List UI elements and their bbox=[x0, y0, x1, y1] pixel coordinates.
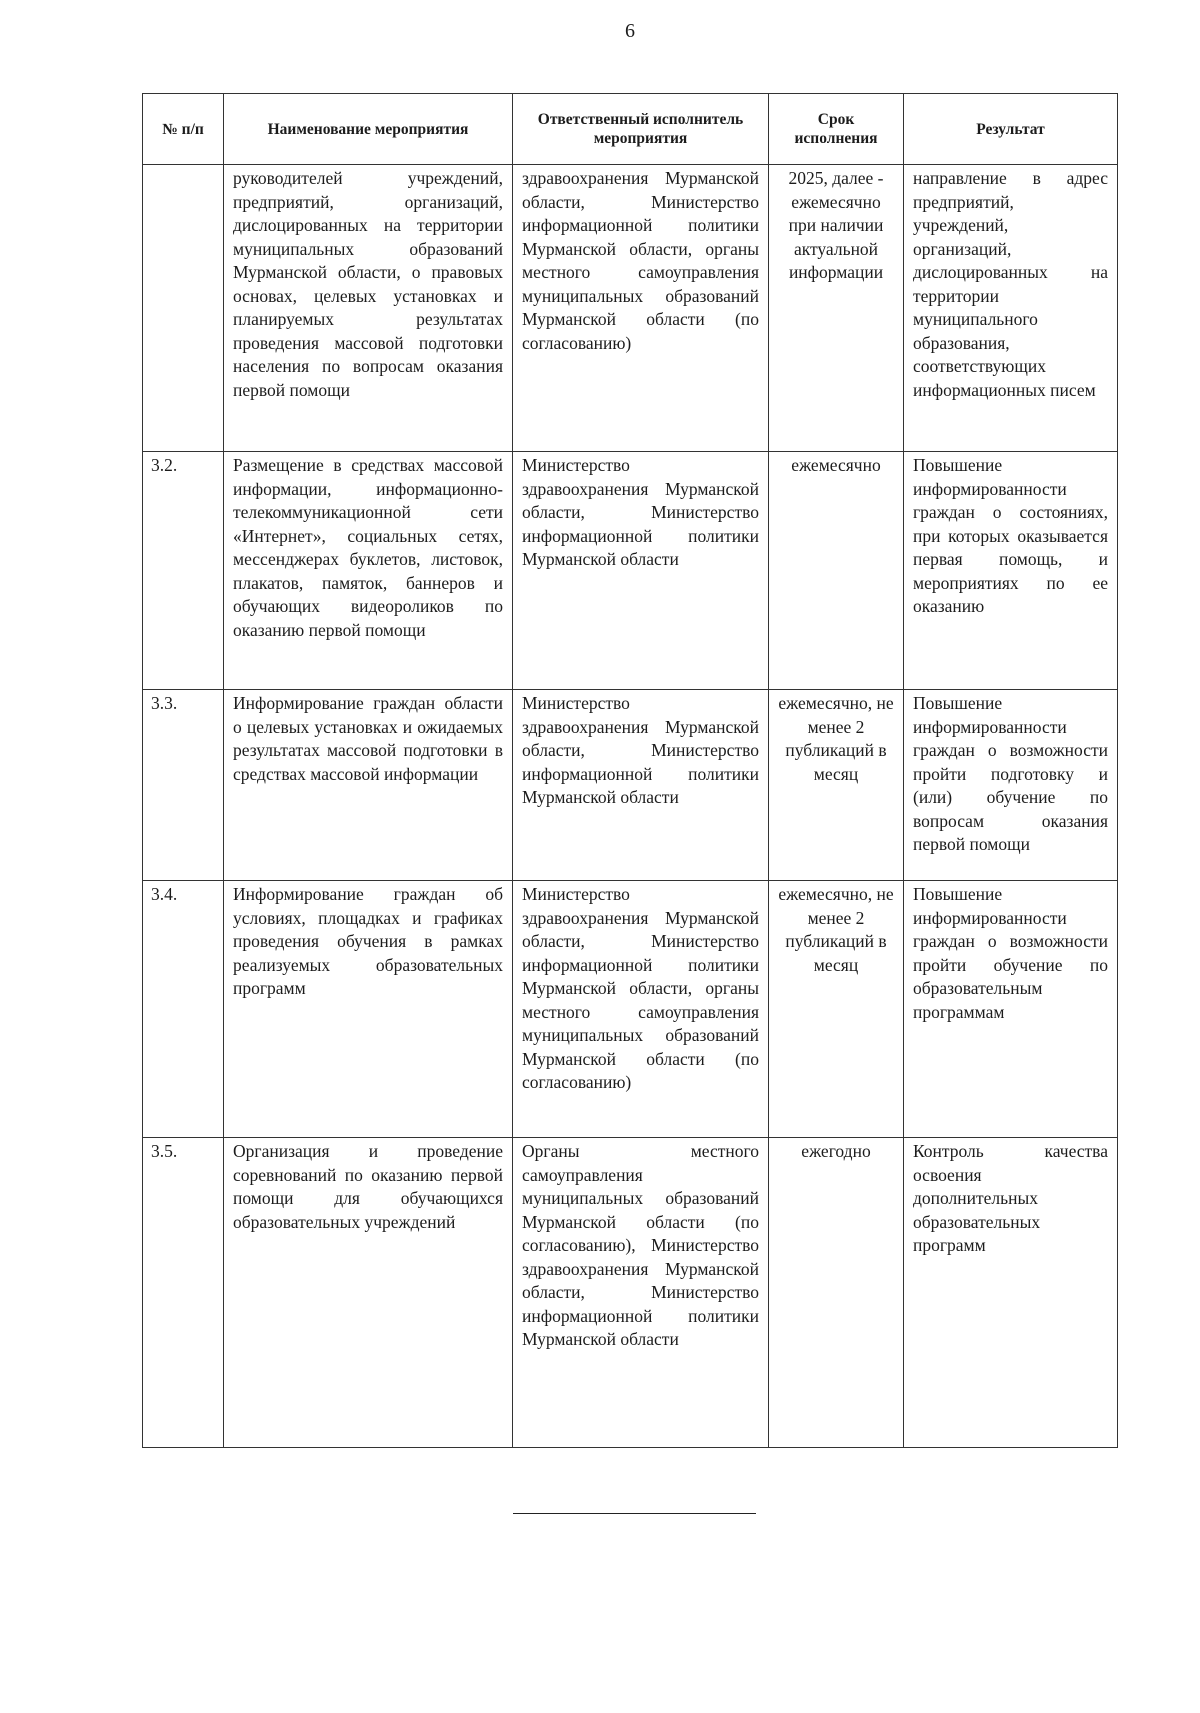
closing-line bbox=[513, 1513, 756, 1514]
header-term: Срок исполнения bbox=[769, 94, 904, 165]
header-result: Результат bbox=[904, 94, 1118, 165]
table-row bbox=[143, 165, 1118, 452]
activities-table bbox=[142, 93, 1118, 1448]
table-row bbox=[143, 881, 1118, 1138]
row-num: 3.4. bbox=[143, 881, 224, 1138]
row-result: Повышение информированности граждан о возможности пройти подготовку и (или) обучение по вопросам оказания первой помощи bbox=[904, 690, 1118, 881]
row-name: Информирование граждан об условиях, площадках и графиках проведения обучения в рамках реализуемых образовательных программ bbox=[224, 881, 513, 1138]
row-responsible: Органы местного самоуправления муниципальных образований Мурманской области (по согласованию), Министерство здравоохранения Мурманской области, Министерство информационной политики Мурманской области bbox=[513, 1138, 769, 1448]
row-result: Контроль качества освоения дополнительных образовательных программ bbox=[904, 1138, 1118, 1448]
row-result: Повышение информированности граждан о состояниях, при которых оказывается первая помощь, и мероприятиях по ее оказанию bbox=[904, 452, 1118, 690]
row-num: 3.5. bbox=[143, 1138, 224, 1448]
table-row bbox=[143, 452, 1118, 690]
row-term: ежемесячно, не менее 2 публикаций в месяц bbox=[769, 690, 904, 881]
row-name: руководителей учреждений, предприятий, организаций, дислоцированных на территории муниципальных образований Мурманской области, о правовых основах, целевых установках и планируемых результатах проведения массовой подготовки населения по вопросам оказания первой помощи bbox=[224, 165, 513, 452]
row-result: направление в адрес предприятий, учреждений, организаций, дислоцированных на территории муниципального образования, соответствующих информационных писем bbox=[904, 165, 1118, 452]
row-term: ежемесячно bbox=[769, 452, 904, 690]
row-num: 3.3. bbox=[143, 690, 224, 881]
row-term: ежегодно bbox=[769, 1138, 904, 1448]
row-responsible: Министерство здравоохранения Мурманской области, Министерство информационной политики Мурманской области bbox=[513, 690, 769, 881]
row-name: Размещение в средствах массовой информации, информационно-телекоммуникационной сети «Интернет», социальных сетях, мессенджерах буклетов, листовок, плакатов, памяток, баннеров и обучающих видеороликов по оказанию первой помощи bbox=[224, 452, 513, 690]
row-num: 3.2. bbox=[143, 452, 224, 690]
row-term: ежемесячно, не менее 2 публикаций в месяц bbox=[769, 881, 904, 1138]
table-header-row bbox=[143, 94, 1118, 165]
table-row bbox=[143, 1138, 1118, 1448]
header-num: № п/п bbox=[143, 94, 224, 165]
row-result: Повышение информированности граждан о возможности пройти обучение по образовательным программам bbox=[904, 881, 1118, 1138]
row-responsible: здравоохранения Мурманской области, Министерство информационной политики Мурманской области, органы местного самоуправления муниципальных образований Мурманской области (по согласованию) bbox=[513, 165, 769, 452]
header-name: Наименование мероприятия bbox=[224, 94, 513, 165]
row-num bbox=[143, 165, 224, 452]
row-name: Организация и проведение соревнований по оказанию первой помощи для обучающихся образовательных учреждений bbox=[224, 1138, 513, 1448]
row-name: Информирование граждан области о целевых установках и ожидаемых результатах массовой подготовки в средствах массовой информации bbox=[224, 690, 513, 881]
row-responsible: Министерство здравоохранения Мурманской области, Министерство информационной политики Мурманской области bbox=[513, 452, 769, 690]
table-row bbox=[143, 690, 1118, 881]
header-responsible: Ответственный исполнитель мероприятия bbox=[513, 94, 769, 165]
page-number: 6 bbox=[625, 20, 635, 42]
row-responsible: Министерство здравоохранения Мурманской области, Министерство информационной политики Мурманской области, органы местного самоуправления муниципальных образований Мурманской области (по согласованию) bbox=[513, 881, 769, 1138]
row-term: 2025, далее - ежемесячно при наличии актуальной информации bbox=[769, 165, 904, 452]
